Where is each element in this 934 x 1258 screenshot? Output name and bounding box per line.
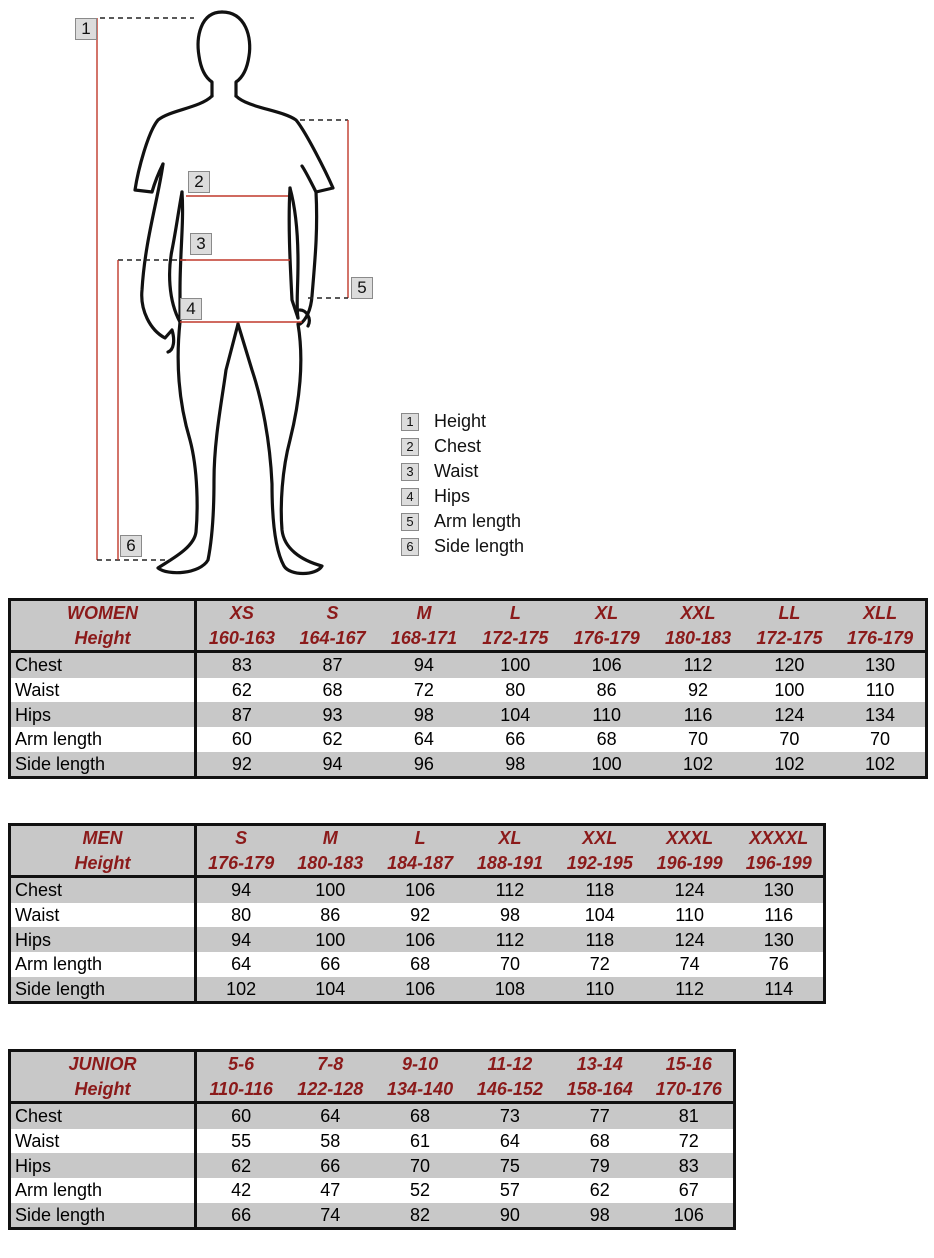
height-row xyxy=(10,626,927,652)
measurement-value: 130 xyxy=(735,927,825,952)
size-label: XXL xyxy=(555,825,645,851)
size-label: 11-12 xyxy=(465,1051,555,1077)
group-title: WOMEN xyxy=(10,600,196,626)
size-row xyxy=(10,1051,735,1077)
measurement-figure xyxy=(0,0,934,590)
measurement-value: 106 xyxy=(375,927,465,952)
height-range: 172-175 xyxy=(744,626,835,652)
measurement-value: 118 xyxy=(555,877,645,903)
size-label: L xyxy=(375,825,465,851)
height-range: 158-164 xyxy=(555,1077,645,1103)
table-header xyxy=(10,825,825,877)
measurement-label: Arm length xyxy=(10,727,196,752)
measurement-value: 112 xyxy=(645,977,735,1003)
table-row xyxy=(10,952,825,977)
height-range: 196-199 xyxy=(735,851,825,877)
measurement-value: 112 xyxy=(465,927,555,952)
measurement-value: 102 xyxy=(196,977,286,1003)
height-range: 176-179 xyxy=(561,626,652,652)
measurement-value: 64 xyxy=(285,1103,375,1129)
measurement-value: 68 xyxy=(555,1129,645,1154)
measurement-value: 72 xyxy=(645,1129,735,1154)
measurement-value: 62 xyxy=(196,678,287,703)
measurement-value: 110 xyxy=(561,702,652,727)
legend-number: 3 xyxy=(401,463,419,481)
measurement-value: 96 xyxy=(378,752,469,778)
legend-number: 2 xyxy=(401,438,419,456)
table-row xyxy=(10,652,927,678)
measurement-value: 106 xyxy=(645,1203,735,1229)
size-label: XLL xyxy=(835,600,926,626)
measurement-value: 104 xyxy=(285,977,375,1003)
measurement-value: 90 xyxy=(465,1203,555,1229)
measurement-value: 120 xyxy=(744,652,835,678)
measurement-value: 60 xyxy=(196,727,287,752)
table-row xyxy=(10,727,927,752)
height-range: 184-187 xyxy=(375,851,465,877)
measurement-value: 62 xyxy=(196,1153,286,1178)
measurement-value: 60 xyxy=(196,1103,286,1129)
measurement-value: 100 xyxy=(744,678,835,703)
table-row xyxy=(10,702,927,727)
measurement-value: 58 xyxy=(285,1129,375,1154)
measurement-value: 106 xyxy=(375,877,465,903)
marker-height: 1 xyxy=(75,18,97,40)
measurement-value: 79 xyxy=(555,1153,645,1178)
size-label: S xyxy=(196,825,286,851)
measurement-value: 66 xyxy=(285,952,375,977)
women-size-table xyxy=(8,598,928,779)
measurement-value: 104 xyxy=(555,903,645,928)
measurement-value: 102 xyxy=(744,752,835,778)
measurement-value: 68 xyxy=(287,678,378,703)
measurement-value: 62 xyxy=(287,727,378,752)
measurement-value: 70 xyxy=(465,952,555,977)
measurement-value: 64 xyxy=(196,952,286,977)
size-label: 15-16 xyxy=(645,1051,735,1077)
height-range: 160-163 xyxy=(196,626,287,652)
measurement-value: 110 xyxy=(645,903,735,928)
measurement-value: 61 xyxy=(375,1129,465,1154)
size-label: XXL xyxy=(652,600,743,626)
measurement-value: 130 xyxy=(835,652,926,678)
measurement-value: 52 xyxy=(375,1178,465,1203)
table-row xyxy=(10,903,825,928)
measurement-value: 94 xyxy=(378,652,469,678)
marker-hips: 4 xyxy=(180,298,202,320)
measurement-value: 100 xyxy=(561,752,652,778)
measurement-value: 73 xyxy=(465,1103,555,1129)
measurement-label: Side length xyxy=(10,752,196,778)
table-row xyxy=(10,877,825,903)
size-label: 9-10 xyxy=(375,1051,465,1077)
marker-chest: 2 xyxy=(188,171,210,193)
measurement-label: Arm length xyxy=(10,1178,196,1203)
measurement-value: 93 xyxy=(287,702,378,727)
height-range: 176-179 xyxy=(835,626,926,652)
table-row xyxy=(10,678,927,703)
measurement-label: Chest xyxy=(10,877,196,903)
legend-label: Waist xyxy=(434,461,479,481)
measurement-value: 64 xyxy=(378,727,469,752)
measurement-value: 108 xyxy=(465,977,555,1003)
measurement-value: 124 xyxy=(645,877,735,903)
measurement-value: 98 xyxy=(555,1203,645,1229)
size-label: 13-14 xyxy=(555,1051,645,1077)
height-row xyxy=(10,851,825,877)
measurement-label: Side length xyxy=(10,977,196,1003)
size-label: M xyxy=(378,600,469,626)
size-label: XXXXL xyxy=(735,825,825,851)
measurement-label: Hips xyxy=(10,1153,196,1178)
men-size-table xyxy=(8,823,826,1004)
measurement-value: 94 xyxy=(287,752,378,778)
measurement-value: 110 xyxy=(555,977,645,1003)
measurement-value: 83 xyxy=(196,652,287,678)
measurement-value: 67 xyxy=(645,1178,735,1203)
measurement-label: Chest xyxy=(10,652,196,678)
legend-number: 1 xyxy=(401,413,419,431)
height-label: Height xyxy=(10,626,196,652)
table-row xyxy=(10,752,927,778)
measurement-value: 68 xyxy=(375,952,465,977)
size-label: XL xyxy=(465,825,555,851)
measurement-value: 106 xyxy=(561,652,652,678)
table-row xyxy=(10,977,825,1003)
measurement-value: 72 xyxy=(555,952,645,977)
measurement-value: 92 xyxy=(652,678,743,703)
measurement-value: 112 xyxy=(465,877,555,903)
legend-number: 4 xyxy=(401,488,419,506)
size-label: LL xyxy=(744,600,835,626)
measurement-label: Hips xyxy=(10,702,196,727)
measurement-value: 94 xyxy=(196,877,286,903)
measurement-value: 124 xyxy=(645,927,735,952)
measurement-value: 100 xyxy=(470,652,561,678)
marker-waist: 3 xyxy=(190,233,212,255)
measurement-value: 66 xyxy=(470,727,561,752)
measurement-label: Waist xyxy=(10,1129,196,1154)
measurement-value: 86 xyxy=(285,903,375,928)
measurement-value: 57 xyxy=(465,1178,555,1203)
height-range: 196-199 xyxy=(645,851,735,877)
measurement-value: 116 xyxy=(735,903,825,928)
measurement-value: 102 xyxy=(652,752,743,778)
measurement-value: 76 xyxy=(735,952,825,977)
table-header xyxy=(10,600,927,652)
table-row xyxy=(10,1153,735,1178)
measurement-value: 130 xyxy=(735,877,825,903)
measurement-value: 80 xyxy=(196,903,286,928)
measurement-value: 98 xyxy=(465,903,555,928)
measurement-value: 102 xyxy=(835,752,926,778)
measurement-value: 87 xyxy=(287,652,378,678)
measurement-value: 77 xyxy=(555,1103,645,1129)
measurement-value: 68 xyxy=(561,727,652,752)
measurement-value: 100 xyxy=(285,927,375,952)
measurement-value: 68 xyxy=(375,1103,465,1129)
group-title: MEN xyxy=(10,825,196,851)
measurement-value: 74 xyxy=(645,952,735,977)
table-body xyxy=(10,1103,735,1229)
measurement-value: 82 xyxy=(375,1203,465,1229)
measurement-value: 47 xyxy=(285,1178,375,1203)
marker-arm-length: 5 xyxy=(351,277,373,299)
measurement-value: 66 xyxy=(196,1203,286,1229)
size-label: M xyxy=(285,825,375,851)
measurement-value: 83 xyxy=(645,1153,735,1178)
height-range: 188-191 xyxy=(465,851,555,877)
measurement-value: 42 xyxy=(196,1178,286,1203)
measurement-value: 70 xyxy=(835,727,926,752)
measurement-label: Waist xyxy=(10,678,196,703)
legend-label: Side length xyxy=(434,536,525,556)
height-range: 170-176 xyxy=(645,1077,735,1103)
height-range: 180-183 xyxy=(285,851,375,877)
height-range: 164-167 xyxy=(287,626,378,652)
measurement-value: 98 xyxy=(378,702,469,727)
table-row xyxy=(10,1178,735,1203)
measurement-value: 100 xyxy=(285,877,375,903)
legend-label: Arm length xyxy=(434,511,522,531)
height-label: Height xyxy=(10,851,196,877)
measurement-value: 92 xyxy=(375,903,465,928)
height-range: 168-171 xyxy=(378,626,469,652)
table-body xyxy=(10,877,825,1003)
group-title: JUNIOR xyxy=(10,1051,196,1077)
size-label: XXXL xyxy=(645,825,735,851)
table-row xyxy=(10,1129,735,1154)
legend-label: Chest xyxy=(434,436,482,456)
table-header xyxy=(10,1051,735,1103)
measurement-value: 55 xyxy=(196,1129,286,1154)
measurement-label: Waist xyxy=(10,903,196,928)
size-label: 5-6 xyxy=(196,1051,286,1077)
measurement-value: 94 xyxy=(196,927,286,952)
height-range: 192-195 xyxy=(555,851,645,877)
measurement-value: 104 xyxy=(470,702,561,727)
height-row xyxy=(10,1077,735,1103)
height-range: 172-175 xyxy=(470,626,561,652)
marker-side-length: 6 xyxy=(120,535,142,557)
measurement-value: 66 xyxy=(285,1153,375,1178)
measurement-label: Side length xyxy=(10,1203,196,1229)
measurement-value: 114 xyxy=(735,977,825,1003)
measurement-value: 112 xyxy=(652,652,743,678)
measurement-label: Hips xyxy=(10,927,196,952)
measurement-value: 81 xyxy=(645,1103,735,1129)
height-range: 146-152 xyxy=(465,1077,555,1103)
height-range: 134-140 xyxy=(375,1077,465,1103)
table-body xyxy=(10,652,927,778)
size-label: XL xyxy=(561,600,652,626)
measurement-value: 70 xyxy=(652,727,743,752)
measurement-value: 92 xyxy=(196,752,287,778)
legend-number: 5 xyxy=(401,513,419,531)
table-row xyxy=(10,1203,735,1229)
measurement-value: 124 xyxy=(744,702,835,727)
measurement-value: 72 xyxy=(378,678,469,703)
measurement-value: 106 xyxy=(375,977,465,1003)
measurement-value: 70 xyxy=(744,727,835,752)
legend-label: Height xyxy=(434,411,487,431)
height-label: Height xyxy=(10,1077,196,1103)
measurement-value: 98 xyxy=(470,752,561,778)
measurement-value: 87 xyxy=(196,702,287,727)
height-range: 180-183 xyxy=(652,626,743,652)
size-label: 7-8 xyxy=(285,1051,375,1077)
height-range: 110-116 xyxy=(196,1077,286,1103)
measurement-value: 134 xyxy=(835,702,926,727)
measurement-value: 70 xyxy=(375,1153,465,1178)
height-range: 122-128 xyxy=(285,1077,375,1103)
height-range: 176-179 xyxy=(196,851,286,877)
size-label: XS xyxy=(196,600,287,626)
size-row xyxy=(10,600,927,626)
measurement-value: 80 xyxy=(470,678,561,703)
measurement-label: Arm length xyxy=(10,952,196,977)
measurement-value: 64 xyxy=(465,1129,555,1154)
measurement-value: 86 xyxy=(561,678,652,703)
size-label: S xyxy=(287,600,378,626)
measurement-value: 75 xyxy=(465,1153,555,1178)
legend-number: 6 xyxy=(401,538,419,556)
table-row xyxy=(10,927,825,952)
measurement-value: 110 xyxy=(835,678,926,703)
measurement-value: 62 xyxy=(555,1178,645,1203)
measurement-label: Chest xyxy=(10,1103,196,1129)
measurement-value: 116 xyxy=(652,702,743,727)
junior-size-table xyxy=(8,1049,736,1230)
legend-label: Hips xyxy=(434,486,471,506)
measurement-value: 118 xyxy=(555,927,645,952)
table-row xyxy=(10,1103,735,1129)
size-label: L xyxy=(470,600,561,626)
measurement-value: 74 xyxy=(285,1203,375,1229)
size-row xyxy=(10,825,825,851)
